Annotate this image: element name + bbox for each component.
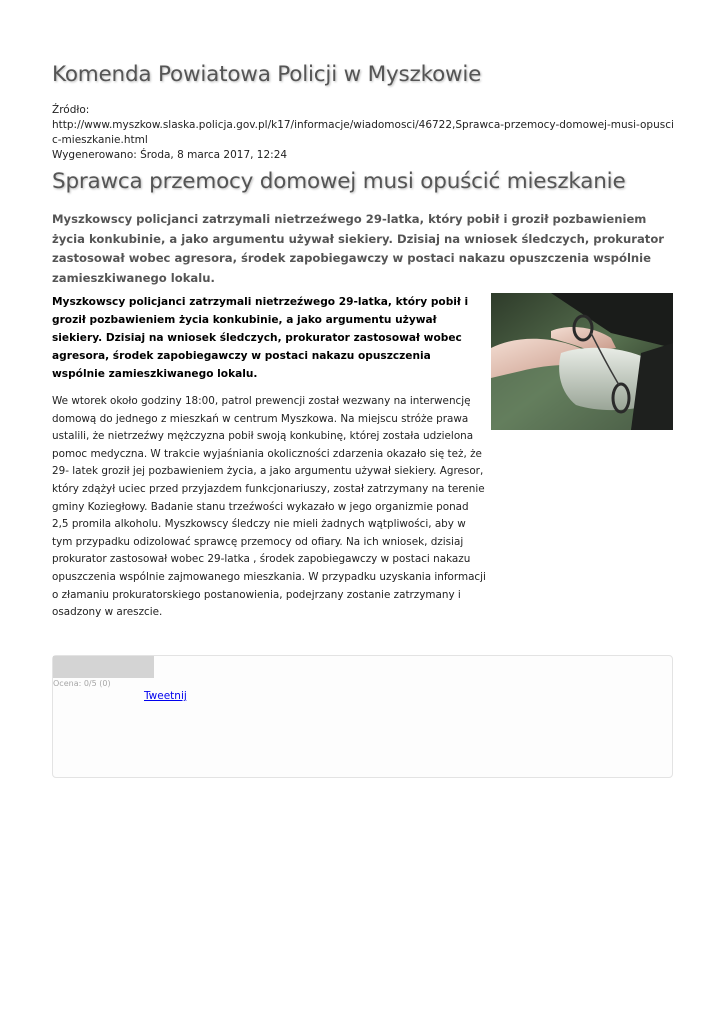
article-summary: Myszkowscy policjanci zatrzymali nietrzeźwego 29-latka, który pobił i groził pozbawieniem życia konkubinie, a jako argumentu używał siekiery. Dzisiaj na wniosek śledczych, prokurator zastosował wobec agresora, środek zapobiegawczy w postaci nakazu opuszczenia wspólnie zamieszkiwanego lokalu. [52, 296, 469, 380]
source-label: Źródło: [52, 104, 90, 116]
article-body: We wtorek około godziny 18:00, patrol prewencji został wezwany na interwencję domową do jednego z mieszkań w centrum Myszkowa. Na miejscu stróże prawa ustalili, że nietrzeźwy mężczyzna pobił swoją konkubinę, której została udzielona pomoc medyczna. W trakcie wyjaśniania okoliczności zdarzenia okazało się też, że 29- latek groził jej pozbawieniem życia, a jako argumentu używał siekiery. Agresor, który zdążył uciec przed przyjazdem funkcjonariuszy, został zatrzymany na terenie gminy Koziegłowy. Badanie stanu trzeźwości wykazało w jego organizmie ponad 2,5 promila alkoholu. Myszkowscy śledczy nie mieli żadnych wątpliwości, aby w tym przypadku odizolować sprawcę przemocy od ofiary. Na ich wniosek, dzisiaj prokurator zastosował wobec 29-latka , środek zapobiegawczy w postaci nakazu opuszczenia wspólnie zajmowanego mieszkania. W przypadku uzyskania informacji o złamaniu prokuratorskiego postanowienia, podejrzany zostanie zatrzymany i osadzony w areszcie. [52, 395, 486, 619]
rating-box [52, 655, 673, 778]
site-title: Komenda Powiatowa Policji w Myszkowie [52, 62, 482, 87]
article-lead: Myszkowscy policjanci zatrzymali nietrzeźwego 29-latka, który pobił i groził pozbawieniem życia konkubinie, a jako argumentu używał siekiery. Dzisiaj na wniosek śledczych, prokurator zastosował wobec agresora, środek zapobiegawczy w postaci nakazu opuszczenia wspólnie zamieszkiwanego lokalu. [52, 212, 665, 285]
tweet-link[interactable]: Tweetnij [144, 690, 187, 702]
rating-stars-bar[interactable] [53, 656, 154, 678]
article-title: Sprawca przemocy domowej musi opuścić mieszkanie [52, 169, 626, 194]
rating-text: Ocena: 0/5 (0) [53, 679, 111, 688]
generated-date: Wygenerowano: Środa, 8 marca 2017, 12:24 [52, 149, 288, 161]
article-photo-handcuffs [491, 293, 673, 430]
source-url: http://www.myszkow.slaska.policja.gov.pl/k17/informacje/wiadomosci/46722,Sprawca-przemocy-domowej-musi-opuscic-mieszkanie.html [52, 119, 674, 146]
source-meta [52, 103, 677, 163]
